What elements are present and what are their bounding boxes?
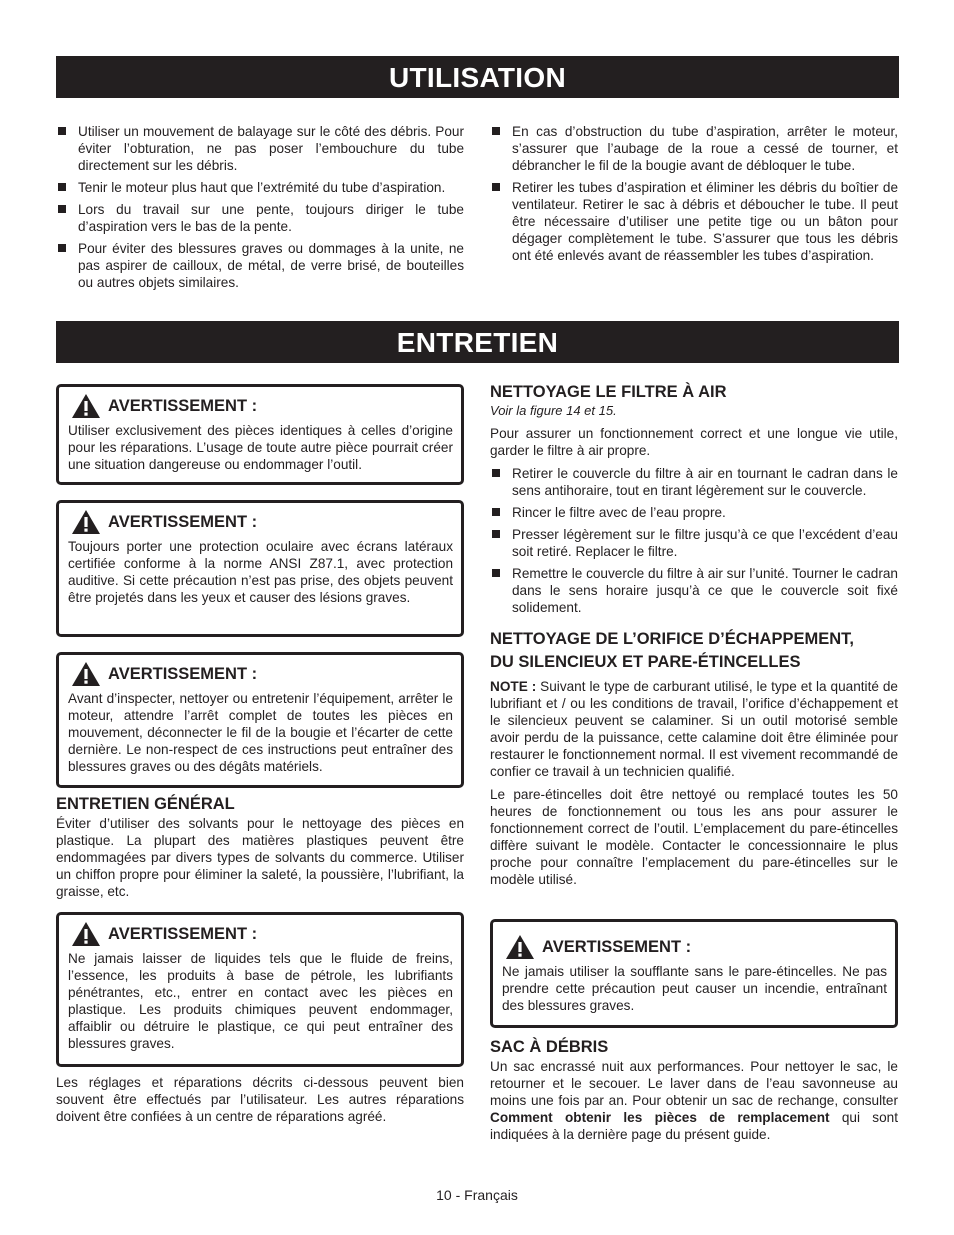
filtre-section bbox=[490, 381, 898, 621]
warning-triangle-icon bbox=[71, 921, 101, 947]
warning-header bbox=[68, 921, 453, 947]
warning-header bbox=[68, 661, 453, 687]
warning-header bbox=[68, 509, 453, 535]
paragraph: Pour assurer un fonctionnement correct et une longue vie utile, garder le filtre à air propre. bbox=[490, 426, 898, 458]
replacement-parts-reference: Comment obtenir les pièces de remplacement bbox=[490, 1110, 830, 1125]
warning-box-stop-engine bbox=[56, 652, 464, 788]
section-banner-utilisation: UTILISATION bbox=[56, 56, 899, 98]
warning-triangle-icon bbox=[71, 509, 101, 535]
warning-title: AVERTISSEMENT : bbox=[108, 925, 258, 943]
warning-text: Utiliser exclusivement des pièces identiques à celles d’origine pour les réparations. L’usage de toute autre pièce pourrait créer une situation dangereuse ou endommager l’outil. bbox=[68, 423, 453, 472]
list-item: Retirer le couvercle du filtre à air en tournant le cadran dans le sens antihoraire, tout en tirant légèrement sur le couvercle. bbox=[490, 465, 898, 499]
warning-text: Avant d’inspecter, nettoyer ou entretenir l’équipement, arrêter le moteur, attendre l’arrêt complet de toutes les pièces en mouvement, déconnecter le fil de la bougie et l’écarter de cette dernière. Le non-respect de ces instructions peut entraîner des blessures graves ou des dégâts matériels. bbox=[68, 691, 453, 774]
bullet-icon bbox=[58, 244, 66, 252]
warning-title: AVERTISSEMENT : bbox=[542, 938, 692, 956]
warning-title: AVERTISSEMENT : bbox=[108, 397, 258, 415]
section-heading: ENTRETIEN GÉNÉRAL bbox=[56, 795, 235, 813]
warning-title: AVERTISSEMENT : bbox=[108, 665, 258, 683]
echappement-section bbox=[490, 628, 898, 894]
utilisation-right-column bbox=[490, 123, 898, 269]
bullet-icon bbox=[492, 469, 500, 477]
paragraph: Le pare-étincelles doit être nettoyé ou remplacé toutes les 50 heures de fonctionnement ou tous les ans pour assurer le fonctionnement correct de l’outil. L’emplacement du pare-étincelles diffère suivant le modèle. Contacter le concessionnaire le plus proche pour connaître l’emplacement du pare-étincelles sur le modèle utilisé. bbox=[490, 787, 898, 887]
entretien-general-section bbox=[56, 793, 464, 906]
section-banner-entretien: ENTRETIEN bbox=[56, 321, 899, 363]
warning-header bbox=[502, 934, 887, 960]
list-item: En cas d’obstruction du tube d’aspiration, arrêter le moteur, s’assurer que l’aubage de la roue a cessé de tourner, et débrancher le fil de la bougie avant de débloquer le tube. bbox=[490, 123, 898, 174]
list-item: Rincer le filtre avec de l’eau propre. bbox=[490, 504, 898, 521]
paragraph: Éviter d’utiliser des solvants pour le nettoyage des pièces en plastique. La plupart des matières plastiques peuvent être endommagées par divers types de solvants du commerce. Utiliser un chiffon propre pour éliminer la saleté, la poussière, l’lubrifiant, la graisse, etc. bbox=[56, 816, 464, 899]
warning-title: AVERTISSEMENT : bbox=[108, 513, 258, 531]
paragraph: Un sac encrassé nuit aux performances. Pour nettoyer le sac, le retourner et le secouer. Le laver dans de l’eau savonneuse au moins une fois par an. Pour obtenir un sac de rechange, consulter Comment obtenir les pièces de remplacement qui sont indiquées à la dernière page du présent guide. bbox=[490, 1059, 898, 1142]
bullet-icon bbox=[492, 127, 500, 135]
warning-triangle-icon bbox=[71, 661, 101, 687]
warning-box-liquids bbox=[56, 912, 464, 1067]
list-item: Remettre le couvercle du filtre à air sur l’unité. Tourner le cadran dans le sens horaire jusqu’à ce que le couvercle soit fixé solidement. bbox=[490, 565, 898, 616]
warning-box-eye-protection bbox=[56, 500, 464, 637]
bullet-icon bbox=[58, 183, 66, 191]
list-item: Utiliser un mouvement de balayage sur le côté des débris. Pour éviter l’obturation, ne pas poser l’embouchure du tube directement sur les débris. bbox=[56, 123, 464, 174]
list-item: Presser légèrement sur le filtre jusqu’à ce que l’excédent d’eau soit retiré. Replacer le filtre. bbox=[490, 526, 898, 560]
warning-box-spark-arrestor bbox=[490, 919, 898, 1028]
repairs-paragraph: Les réglages et réparations décrits ci-dessous peuvent bien souvent être effectués par l’utilisateur. Les autres réparations doivent être confiées à un centre de réparations agréé. bbox=[56, 1075, 464, 1124]
bullet-icon bbox=[58, 127, 66, 135]
section-heading: NETTOYAGE DE L’ORIFICE D’ÉCHAPPEMENT, DU SILENCIEUX ET PARE-ÉTINCELLES bbox=[490, 630, 854, 671]
list-item: Pour éviter des blessures graves ou dommages à la unite, ne pas aspirer de cailloux, de métal, de verre brisé, de bouteilles ou autres objets similaires. bbox=[56, 240, 464, 291]
utilisation-right-list bbox=[490, 123, 898, 264]
filtre-steps-list bbox=[490, 465, 898, 616]
warning-header bbox=[68, 393, 453, 419]
figure-reference: Voir la figure 14 et 15. bbox=[490, 403, 617, 418]
warning-triangle-icon bbox=[505, 934, 535, 960]
bullet-icon bbox=[58, 205, 66, 213]
page-footer: 10 - Français bbox=[436, 1187, 518, 1203]
warning-box-parts bbox=[56, 384, 464, 485]
bullet-icon bbox=[492, 508, 500, 516]
warning-triangle-icon bbox=[71, 393, 101, 419]
utilisation-left-column bbox=[56, 123, 464, 296]
utilisation-left-list bbox=[56, 123, 464, 291]
note-paragraph: NOTE : Suivant le type de carburant utilisé, le type et la quantité de lubrifiant et / ou les conditions de travail, l’orifice d’échappement et le silencieux peuvent se calaminer. Si un outil motorisé semble avoir perdu de la puissance, cette calamine doit être éliminée pour restaurer le fonctionnement normal. Il est vivement recommandé de confier ce travail à un technicien qualifié. bbox=[490, 679, 898, 779]
list-item: Tenir le moteur plus haut que l’extrémité du tube d’aspiration. bbox=[56, 179, 464, 196]
sac-section bbox=[490, 1036, 898, 1149]
bullet-icon bbox=[492, 183, 500, 191]
bullet-icon bbox=[492, 569, 500, 577]
list-item: Retirer les tubes d’aspiration et éliminer les débris du boîtier de ventilateur. Retirer le sac à débris et déboucher le tube. Il peut être nécessaire d’utiliser une petite tige ou un bâton pour dégager complètement le tube. S’assurer que tous les débris ont été enlevés avant de réassembler les tubes d’aspiration. bbox=[490, 179, 898, 264]
warning-text: Ne jamais laisser de liquides tels que le fluide de freins, l’essence, les produits à base de pétrole, les lubrifiants pénétrantes, etc., entrer en contact avec les pièces en plastique. Les produits chimiques peuvent endommager, affaiblir ou détruire le plastique, ce qui peut entraîner des blessures graves. bbox=[68, 951, 453, 1051]
warning-text: Toujours porter une protection oculaire avec écrans latéraux certifiée conforme à la norme ANSI Z87.1, avec protection auditive. Si cette précaution n’est pas prise, des objets peuvent être projetés dans les yeux et causer des lésions graves. bbox=[68, 539, 453, 605]
warning-text: Ne jamais utiliser la soufflante sans le pare-étincelles. Ne pas prendre cette précaution peut causer un incendie, entraînant des blessures graves. bbox=[502, 964, 887, 1013]
list-item: Lors du travail sur une pente, toujours diriger le tube d’aspiration vers le bas de la pente. bbox=[56, 201, 464, 235]
bullet-icon bbox=[492, 530, 500, 538]
section-heading: NETTOYAGE LE FILTRE À AIR bbox=[490, 383, 727, 401]
note-label: NOTE : bbox=[490, 679, 537, 694]
section-heading: SAC À DÉBRIS bbox=[490, 1038, 609, 1056]
